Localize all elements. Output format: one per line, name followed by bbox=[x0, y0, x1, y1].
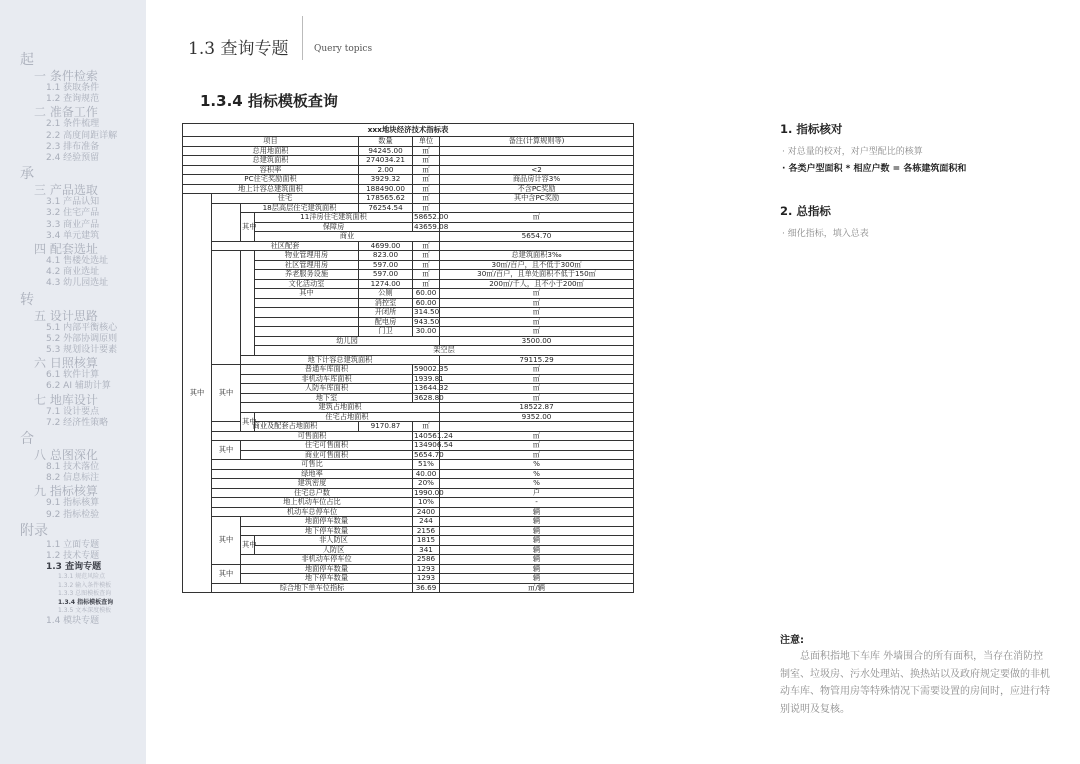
table-row bbox=[183, 165, 634, 175]
note-heading-total: 2. 总指标 bbox=[780, 204, 831, 218]
table-cell: 商品房计容3% bbox=[440, 175, 634, 185]
table-cell: 13644.32 bbox=[414, 383, 449, 393]
table-cell: 1939.81 bbox=[414, 373, 444, 383]
table-row bbox=[183, 412, 634, 422]
table-row bbox=[183, 146, 634, 156]
sidebar-item[interactable]: 9.1 指标核算 bbox=[46, 498, 100, 509]
sidebar-item[interactable]: 8.1 技术落位 bbox=[46, 462, 100, 473]
table-cell: ㎡ bbox=[440, 298, 634, 308]
sidebar-item[interactable]: 1.3.2 输入条件模板 bbox=[58, 581, 112, 589]
row-label: 容积率 bbox=[183, 165, 359, 175]
table-cell: 30.00 bbox=[413, 327, 440, 337]
table-cell: 9170.87 bbox=[359, 422, 413, 432]
note-heading-check: 1. 指标核对 bbox=[780, 122, 843, 136]
row-label: 普通车库面积 bbox=[241, 365, 413, 375]
table-row bbox=[183, 555, 634, 565]
sidebar-item[interactable]: 3.1 产品认知 bbox=[46, 197, 100, 208]
table-cell: ㎡ bbox=[440, 450, 634, 460]
table-cell: ㎡/辆 bbox=[440, 583, 634, 593]
row-label: 11洋房住宅建筑面积 bbox=[255, 213, 413, 223]
table-cell: 178565.62 bbox=[359, 194, 413, 204]
sidebar-item[interactable]: 1.3.1 规范风险点 bbox=[58, 573, 106, 581]
row-label: 幼儿园 bbox=[255, 336, 440, 346]
table-row bbox=[183, 355, 634, 365]
table-cell: ㎡ bbox=[440, 365, 634, 375]
table-cell: 其中含PC奖励 bbox=[440, 194, 634, 204]
table-cell: 2586 bbox=[413, 555, 440, 565]
table-cell: 辆 bbox=[440, 517, 634, 527]
table-row bbox=[183, 251, 634, 261]
sidebar-item[interactable]: 五 设计思路 bbox=[34, 308, 98, 323]
sidebar-item[interactable]: 6.2 AI 辅助计算 bbox=[46, 381, 111, 392]
table-cell: 30㎡/百户，且单处面积不低于150㎡ bbox=[440, 270, 634, 280]
sidebar-item[interactable]: 1.4 模块专题 bbox=[46, 615, 100, 626]
table-cell: ㎡ bbox=[413, 194, 440, 204]
row-label bbox=[212, 251, 241, 365]
table-cell bbox=[440, 146, 634, 156]
table-cell: 943.50 bbox=[414, 316, 440, 326]
table-cell: 2400 bbox=[413, 507, 440, 517]
row-label: 可售面积 bbox=[212, 431, 413, 441]
row-label: 地下停车数量 bbox=[241, 574, 413, 584]
table-cell: 辆 bbox=[440, 545, 634, 555]
note-text-check: · 对总量的校对，对户型配比的核算 bbox=[782, 147, 923, 157]
row-label: 架空层 bbox=[255, 346, 634, 356]
row-label: 其中 bbox=[255, 289, 359, 299]
table-cell: 274034.21 bbox=[359, 156, 413, 166]
table-header-row bbox=[183, 137, 634, 147]
table-row bbox=[183, 507, 634, 517]
section-subtitle-en: Query topics bbox=[314, 44, 373, 54]
table-cell: ㎡ bbox=[440, 431, 634, 441]
sidebar-item[interactable]: 1.3.5 文本深度模板 bbox=[58, 607, 112, 615]
table-cell: ㎡ bbox=[413, 260, 440, 270]
table-row bbox=[183, 441, 634, 451]
table-cell bbox=[440, 156, 634, 166]
row-label: 机动车总停车位 bbox=[212, 507, 413, 517]
table-cell: 辆 bbox=[440, 564, 634, 574]
header-divider bbox=[302, 16, 303, 60]
row-label: 地下计容总建筑面积 bbox=[241, 355, 440, 365]
sidebar-item[interactable]: 5.3 规划设计要素 bbox=[46, 345, 118, 356]
table-row bbox=[183, 450, 634, 460]
table-cell: 140561.24 bbox=[414, 430, 453, 440]
table-row bbox=[183, 460, 634, 470]
table-cell: 79115.29 bbox=[440, 355, 634, 365]
table-cell: 9352.00 bbox=[440, 412, 634, 422]
table-cell: 59002.35 bbox=[414, 364, 449, 374]
sidebar-item[interactable]: 8.2 信息标注 bbox=[46, 473, 100, 484]
sidebar-item[interactable]: 2.3 排布准备 bbox=[46, 141, 100, 152]
table-cell: ㎡ bbox=[413, 165, 440, 175]
row-label: 总用地面积 bbox=[183, 146, 359, 156]
row-label: 地上机动车位占比 bbox=[212, 498, 413, 508]
table-cell: 36.69 bbox=[413, 583, 440, 593]
table-row bbox=[183, 203, 634, 213]
table-cell: 40.00 bbox=[413, 469, 440, 479]
table-cell bbox=[440, 241, 634, 251]
row-label: 地面停车数量 bbox=[241, 517, 413, 527]
row-label: 可售比 bbox=[212, 460, 413, 470]
row-label bbox=[212, 203, 241, 241]
row-label: 建筑占地面积 bbox=[241, 403, 440, 413]
row-label: 住宅 bbox=[212, 194, 359, 204]
row-label: 人防车库面积 bbox=[241, 384, 413, 394]
row-label: 物业管理用房 bbox=[255, 251, 359, 261]
row-label: 非人防区 bbox=[255, 536, 413, 546]
sidebar-item[interactable]: 1.1 获取条件 bbox=[46, 83, 100, 93]
table-cell: 597.00 bbox=[359, 270, 413, 280]
table-cell: ㎡ bbox=[440, 308, 634, 318]
row-label: 商业及配套占地面积 bbox=[212, 422, 359, 432]
row-label: 建筑密度 bbox=[212, 479, 413, 489]
sidebar-item[interactable]: 九 指标核算 bbox=[34, 484, 98, 499]
table-cell: 户 bbox=[440, 488, 634, 498]
table-row bbox=[183, 393, 634, 403]
table-row bbox=[183, 526, 634, 536]
table-cell: 2156 bbox=[413, 526, 440, 536]
table-cell: ㎡ bbox=[440, 213, 634, 223]
row-label: 地上计容总建筑面积 bbox=[183, 184, 359, 194]
row-label: 非机动车库面积 bbox=[241, 374, 413, 384]
sidebar-item[interactable]: 4.1 售楼处选址 bbox=[46, 256, 109, 267]
row-label: 其中 bbox=[212, 441, 241, 460]
row-label: 社区配套 bbox=[212, 241, 359, 251]
table-cell: 43659.08 bbox=[414, 221, 449, 231]
row-label: 非机动车停车位 bbox=[241, 555, 413, 565]
table-row bbox=[183, 403, 634, 413]
sidebar-item[interactable]: 3.4 单元建筑 bbox=[46, 230, 100, 241]
sidebar-item[interactable]: 7.1 设计要点 bbox=[46, 406, 100, 417]
table-cell: 244 bbox=[413, 517, 440, 527]
table-cell: ㎡ bbox=[413, 175, 440, 185]
row-label: 其中 bbox=[241, 412, 255, 431]
row-label: 人防区 bbox=[255, 545, 413, 555]
sidebar-section: 起 bbox=[20, 52, 34, 68]
table-cell: ㎡ bbox=[413, 241, 440, 251]
table-row bbox=[183, 488, 634, 498]
table-cell: 不含PC奖励 bbox=[440, 184, 634, 194]
row-label: 开闭所 bbox=[359, 308, 413, 318]
sidebar-item[interactable]: 9.2 指标检验 bbox=[46, 509, 100, 520]
sidebar-item[interactable]: 3.3 商业产品 bbox=[46, 219, 100, 230]
table-cell: ㎡ bbox=[413, 184, 440, 194]
table-cell: ㎡ bbox=[440, 374, 634, 384]
table-row bbox=[183, 479, 634, 489]
row-label: 商业可售面积 bbox=[241, 450, 413, 460]
row-label: 其中 bbox=[212, 564, 241, 583]
table-cell: 1815 bbox=[413, 536, 440, 546]
row-label: 其中 bbox=[212, 517, 241, 565]
sidebar-item[interactable]: 2.1 条件梳理 bbox=[46, 119, 100, 130]
table-row bbox=[183, 365, 634, 375]
sidebar-item[interactable]: 八 总图深化 bbox=[34, 448, 98, 463]
sidebar-section: 承 bbox=[20, 166, 34, 183]
sidebar-item[interactable]: 三 产品选取 bbox=[34, 183, 98, 198]
sidebar-item[interactable]: 1.3 查询专题 bbox=[46, 562, 102, 573]
table-cell: 3500.00 bbox=[440, 336, 634, 346]
table-cell: 辆 bbox=[440, 536, 634, 546]
sidebar-section: 合 bbox=[20, 431, 34, 448]
sidebar-item[interactable]: 6.1 软件计算 bbox=[46, 370, 100, 381]
sidebar-item[interactable]: 六 日照核算 bbox=[34, 356, 98, 371]
sidebar-item[interactable]: 3.2 住宅产品 bbox=[46, 208, 100, 219]
table-cell: 2.00 bbox=[359, 165, 413, 175]
sidebar-item[interactable]: 1.3.3 总图模板查询 bbox=[58, 590, 112, 598]
table-cell: 200㎡/千人，且不小于200㎡ bbox=[440, 279, 634, 289]
sidebar-item[interactable]: 2.2 高度间距详解 bbox=[46, 130, 118, 141]
table-row bbox=[183, 213, 634, 223]
row-label bbox=[255, 327, 359, 337]
row-label: 总建筑面积 bbox=[183, 156, 359, 166]
table-caption: xxx地块经济技术指标表 bbox=[183, 124, 634, 137]
table-cell: ㎡ bbox=[440, 393, 634, 403]
row-label: 保障房 bbox=[255, 222, 413, 232]
table-cell: 18522.87 bbox=[440, 403, 634, 413]
table-row bbox=[183, 583, 634, 593]
table-cell: 60.00 bbox=[413, 289, 440, 299]
sidebar-item[interactable]: 4.3 幼儿园选址 bbox=[46, 278, 109, 289]
table-row bbox=[183, 156, 634, 166]
table-cell: 314.50 bbox=[414, 307, 440, 317]
note-text-total: · 细化指标，填入总表 bbox=[782, 229, 869, 239]
table-cell: 94245.00 bbox=[359, 146, 413, 156]
table-cell: 辆 bbox=[440, 507, 634, 517]
table-cell bbox=[440, 422, 634, 432]
table-row bbox=[183, 469, 634, 479]
table-cell: 辆 bbox=[440, 574, 634, 584]
sidebar-nav bbox=[0, 0, 146, 764]
row-label: 地下室 bbox=[241, 393, 413, 403]
table-cell: ㎡ bbox=[413, 146, 440, 156]
table-cell: <2 bbox=[440, 165, 634, 175]
table-cell: ㎡ bbox=[413, 156, 440, 166]
table-row bbox=[183, 564, 634, 574]
table-row bbox=[183, 431, 634, 441]
sidebar-item[interactable]: 四 配套选址 bbox=[34, 242, 98, 257]
row-label: 地面停车数量 bbox=[241, 564, 413, 574]
table-cell: 597.00 bbox=[359, 260, 413, 270]
table-cell: ㎡ bbox=[413, 279, 440, 289]
row-label: 其中 bbox=[183, 194, 212, 593]
table-cell: ㎡ bbox=[413, 251, 440, 261]
row-label: 消控室 bbox=[359, 298, 413, 308]
table-row bbox=[183, 574, 634, 584]
row-label: 综合地下单车位指标 bbox=[212, 583, 413, 593]
table-row bbox=[183, 194, 634, 204]
row-label: 商业 bbox=[255, 232, 440, 242]
row-label bbox=[255, 308, 359, 318]
row-label: 18层高层住宅建筑面积 bbox=[241, 203, 359, 213]
table-row bbox=[183, 184, 634, 194]
column-header: 项目 bbox=[183, 137, 359, 147]
table-row bbox=[183, 241, 634, 251]
table-cell bbox=[440, 222, 634, 232]
table-row bbox=[183, 374, 634, 384]
caution-text: 总面积指地下车库 外墙围合的所有面积，当存在消防控制室、垃圾房、污水处理站、换热站以及政府规定要做的非机动车库、物管用房等特殊情况下需要设置的房间时，应进行特别说明及复核。 bbox=[780, 651, 1050, 715]
table-cell bbox=[440, 203, 634, 213]
page-title: 1.3.4 指标模板查询 bbox=[200, 92, 338, 110]
sidebar-item[interactable]: 二 准备工作 bbox=[34, 105, 98, 120]
table-cell: 134906.54 bbox=[414, 440, 453, 450]
sidebar-item[interactable]: 1.1 立面专题 bbox=[46, 539, 100, 550]
row-label: 地下停车数量 bbox=[241, 526, 413, 536]
row-label: 住宅可售面积 bbox=[241, 441, 413, 451]
table-cell: 4699.00 bbox=[359, 241, 413, 251]
row-label: 住宅占地面积 bbox=[255, 412, 440, 422]
table-cell: ㎡ bbox=[440, 384, 634, 394]
row-label: 其中 bbox=[212, 365, 241, 422]
column-header: 备注(计算规则等) bbox=[440, 137, 634, 147]
row-label: 公厕 bbox=[359, 289, 413, 299]
row-label: 配电房 bbox=[359, 317, 413, 327]
table-row bbox=[183, 384, 634, 394]
table-cell: % bbox=[440, 469, 634, 479]
caution-title: 注意: bbox=[780, 635, 804, 646]
table-cell: 5654.70 bbox=[440, 232, 634, 242]
table-cell: ㎡ bbox=[413, 203, 440, 213]
table-cell: 76254.54 bbox=[359, 203, 413, 213]
column-header: 单位 bbox=[413, 137, 440, 147]
note-formula: · 各类户型面积 * 相应户数 = 各栋建筑面积和 bbox=[782, 164, 967, 174]
table-cell: 辆 bbox=[440, 526, 634, 536]
table-cell: ㎡ bbox=[440, 441, 634, 451]
sidebar-item[interactable]: 5.2 外部协调原则 bbox=[46, 333, 118, 344]
sidebar-section: 附录 bbox=[20, 522, 48, 539]
sidebar-section: 转 bbox=[20, 291, 34, 308]
row-label: 养老服务设施 bbox=[255, 270, 359, 280]
table-cell: 3628.80 bbox=[414, 392, 444, 402]
table-cell: ㎡ bbox=[440, 317, 634, 327]
table-cell: 3929.32 bbox=[359, 175, 413, 185]
sidebar-item[interactable]: 1.2 查询规范 bbox=[46, 94, 100, 105]
table-cell: 20% bbox=[413, 479, 440, 489]
table-row bbox=[183, 517, 634, 527]
table-cell: 1274.00 bbox=[359, 279, 413, 289]
row-label bbox=[255, 298, 359, 308]
row-label: 其中 bbox=[241, 213, 255, 242]
section-title: 1.3 查询专题 bbox=[188, 39, 289, 59]
table-row bbox=[183, 536, 634, 546]
table-cell: 10% bbox=[413, 498, 440, 508]
table-row bbox=[183, 498, 634, 508]
table-cell: 1293 bbox=[413, 564, 440, 574]
table-cell: ㎡ bbox=[413, 270, 440, 280]
table-cell: - bbox=[440, 498, 634, 508]
table-cell: % bbox=[440, 460, 634, 470]
row-label: 社区管理用房 bbox=[255, 260, 359, 270]
table-cell: 823.00 bbox=[359, 251, 413, 261]
table-cell: 辆 bbox=[440, 555, 634, 565]
sidebar-item[interactable]: 4.2 商业选址 bbox=[46, 267, 100, 278]
table-cell: 30㎡/百户，且不低于300㎡ bbox=[440, 260, 634, 270]
table-cell: 58652.00 bbox=[414, 212, 449, 222]
table-row bbox=[183, 175, 634, 185]
row-label: 其中 bbox=[241, 536, 255, 555]
row-label: 绿地率 bbox=[212, 469, 413, 479]
table-cell: ㎡ bbox=[413, 422, 440, 432]
table-cell: 1293 bbox=[413, 574, 440, 584]
table-cell: 60.00 bbox=[413, 298, 440, 308]
indicator-table bbox=[182, 123, 634, 593]
sidebar-item[interactable]: 2.4 经验预留 bbox=[46, 153, 100, 164]
row-label bbox=[241, 251, 255, 356]
sidebar-item[interactable]: 七 地库设计 bbox=[34, 392, 98, 407]
table-cell: 51% bbox=[413, 460, 440, 470]
row-label: 住宅总户数 bbox=[212, 488, 413, 498]
table-cell: ㎡ bbox=[440, 289, 634, 299]
table-cell: 总建筑面积3‰ bbox=[440, 251, 634, 261]
table-cell: 341 bbox=[413, 545, 440, 555]
sidebar-item[interactable]: 一 条件检索 bbox=[34, 69, 98, 83]
table-cell: 1990.00 bbox=[414, 487, 444, 497]
table-cell: ㎡ bbox=[440, 327, 634, 337]
column-header: 数量 bbox=[359, 137, 413, 147]
row-label: PC住宅奖励面积 bbox=[183, 175, 359, 185]
table-cell: % bbox=[440, 479, 634, 489]
sidebar-item[interactable]: 5.1 内部平衡核心 bbox=[46, 322, 118, 333]
row-label: 文化活动室 bbox=[255, 279, 359, 289]
row-label bbox=[255, 317, 359, 327]
row-label: 门卫 bbox=[359, 327, 413, 337]
table-cell: 188490.00 bbox=[359, 184, 413, 194]
sidebar-item[interactable]: 1.3.4 指标模板查询 bbox=[58, 598, 114, 606]
sidebar-item[interactable]: 7.2 经济性策略 bbox=[46, 417, 109, 428]
table-cell: 5654.70 bbox=[414, 449, 444, 459]
sidebar-item[interactable]: 1.2 技术专题 bbox=[46, 551, 100, 562]
